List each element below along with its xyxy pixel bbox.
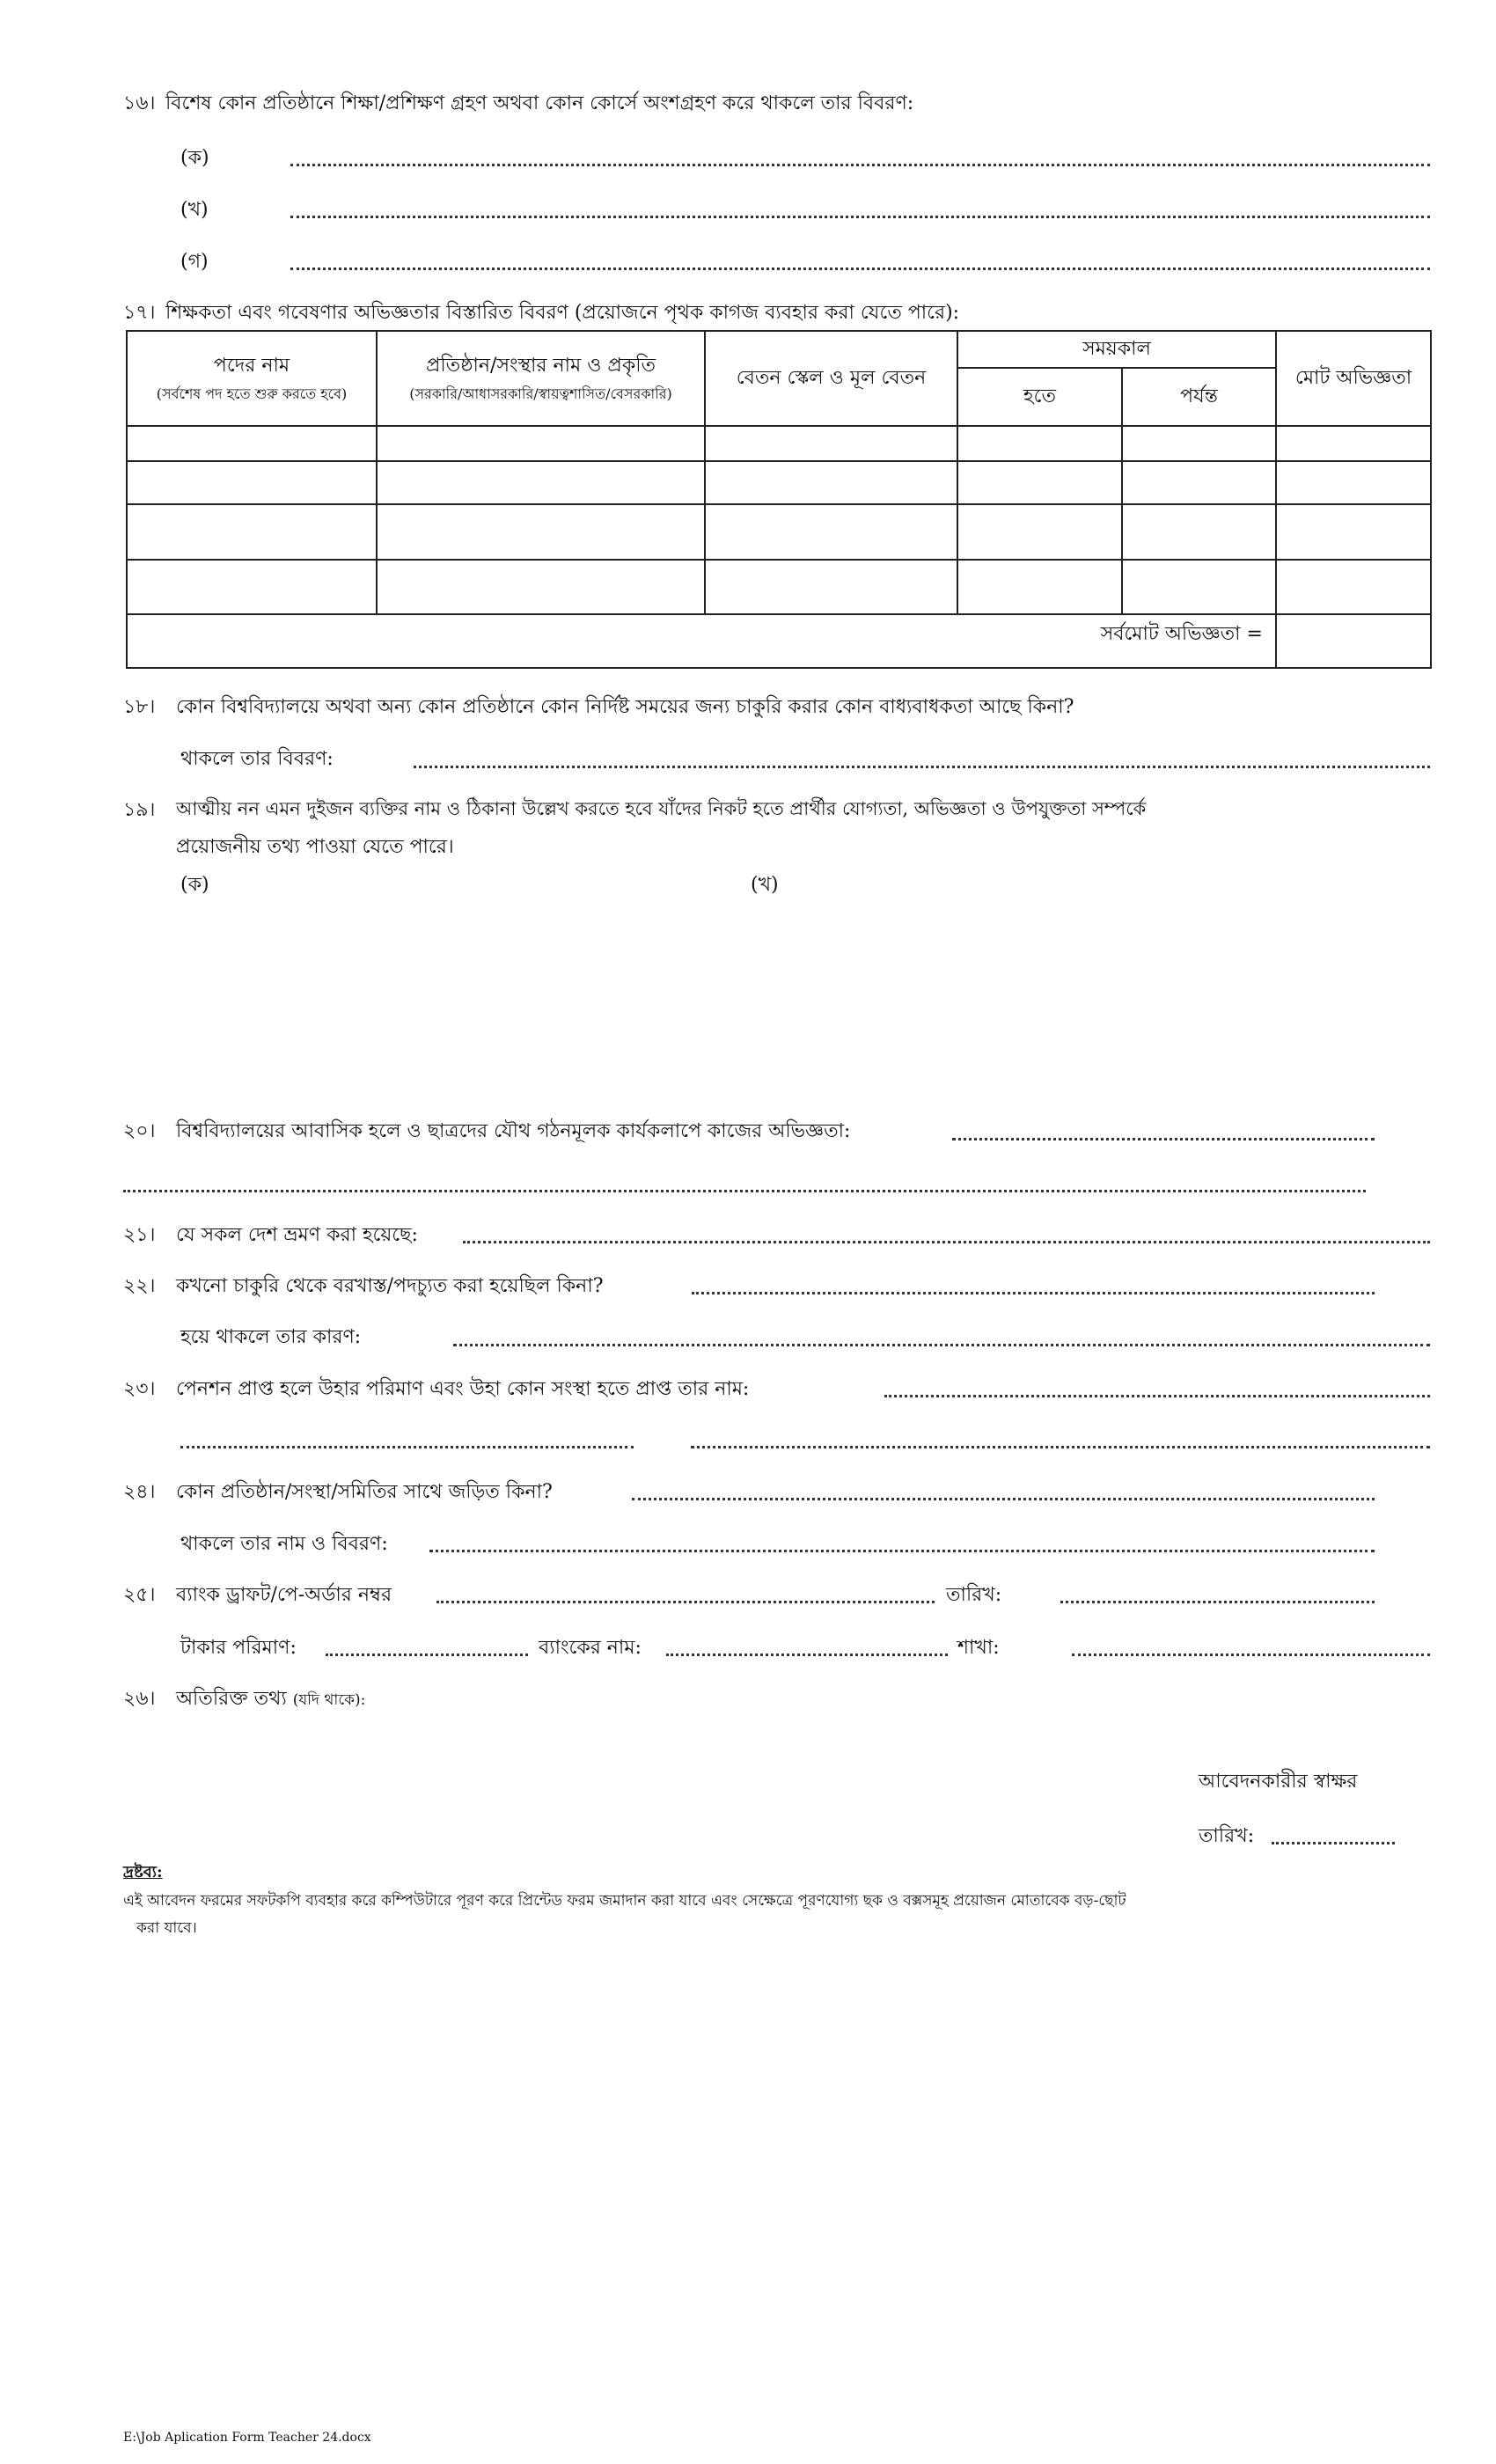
- q16-item-b-line[interactable]: [290, 216, 1430, 218]
- q16-number: ১৬।: [123, 92, 156, 114]
- table-cell[interactable]: [957, 461, 1122, 504]
- q25-date-label: তারিখ:: [946, 1584, 1002, 1606]
- q18-text: কোন বিশ্ববিদ্যালয়ে অথবা অন্য কোন প্রতিষ্ঠানে কোন নির্দিষ্ট সময়ের জন্য চাকুরি করার কোন বাধ্যবাধকতা আছে কিনা?: [176, 696, 1074, 718]
- q22-number: ২২।: [123, 1275, 156, 1297]
- q20-text: বিশ্ববিদ্যালয়ের আবাসিক হলে ও ছাত্রদের যৌথ গঠনমূলক কার্যকলাপে কাজের অভিজ্ঞতা:: [176, 1120, 851, 1142]
- table-cell[interactable]: [1122, 426, 1276, 461]
- q25-amount-line[interactable]: [326, 1654, 528, 1656]
- grand-total-value[interactable]: [1276, 614, 1431, 668]
- experience-table: [126, 330, 1432, 669]
- table-cell[interactable]: [705, 504, 957, 560]
- table-cell[interactable]: [957, 426, 1122, 461]
- table-cell[interactable]: [705, 560, 957, 614]
- col-org-note: (সরকারি/আধাসরকারি/স্বায়ত্বশাসিত/বেসরকারি): [409, 385, 672, 402]
- signature-date-label: তারিখ:: [1199, 1825, 1255, 1847]
- q22-reason-label: হয়ে থাকলে তার কারণ:: [180, 1326, 362, 1348]
- q18-details-label: থাকলে তার বিবরণ:: [180, 748, 334, 770]
- signature-date-line[interactable]: [1272, 1842, 1395, 1844]
- table-cell[interactable]: [1122, 461, 1276, 504]
- col-org-header: [377, 331, 705, 426]
- q22-text: কখনো চাকুরি থেকে বরখাস্ত/পদচ্যুত করা হয়েছিল কিনা?: [176, 1275, 604, 1297]
- q23-text: পেনশন প্রাপ্ত হলে উহার পরিমাণ এবং উহা কোন সংস্থা হতে প্রাপ্ত তার নাম:: [176, 1378, 750, 1400]
- q22-line[interactable]: [692, 1292, 1375, 1294]
- table-cell[interactable]: [957, 560, 1122, 614]
- q21-line[interactable]: [463, 1241, 1430, 1243]
- q24-number: ২৪।: [123, 1481, 156, 1503]
- note-line2: করা যাবে।: [136, 1919, 197, 1937]
- table-cell[interactable]: [957, 504, 1122, 560]
- q17-number: ১৭।: [123, 302, 156, 324]
- col-post-header: [127, 331, 377, 426]
- q16-item-c-line[interactable]: [290, 268, 1430, 270]
- q20-number: ২০।: [123, 1120, 156, 1142]
- q16-item-c-label: (গ): [180, 251, 209, 273]
- table-cell[interactable]: [705, 461, 957, 504]
- table-row: [127, 560, 1431, 614]
- q16-item-b-label: (খ): [180, 199, 209, 221]
- table-cell[interactable]: [377, 461, 705, 504]
- q25-draft-line[interactable]: [436, 1601, 935, 1603]
- table-cell[interactable]: [705, 426, 957, 461]
- col-post-title: পদের নাম: [213, 355, 290, 377]
- q25-bank-label: ব্যাংকের নাম:: [539, 1637, 642, 1659]
- col-from-header: হতে: [957, 368, 1122, 426]
- table-cell[interactable]: [377, 560, 705, 614]
- grand-total-label: সর্বমোট অভিজ্ঞতা =: [127, 614, 1276, 668]
- q22-reason-line[interactable]: [453, 1344, 1430, 1346]
- q18-details-line[interactable]: [414, 766, 1430, 768]
- grand-total-row: [127, 614, 1431, 668]
- q25-number: ২৫।: [123, 1584, 156, 1606]
- q25-branch-line[interactable]: [1072, 1654, 1430, 1656]
- q24-details-label: থাকলে তার নাম ও বিবরণ:: [180, 1533, 388, 1555]
- table-cell[interactable]: [127, 560, 377, 614]
- q16-item-a-label: (ক): [180, 147, 209, 169]
- q19-line1: আত্মীয় নন এমন দুইজন ব্যক্তির নাম ও ঠিকানা উল্লেখ করতে হবে যাঁদের নিকট হতে প্রার্থীর যোগ্যতা, অভিজ্ঞতা ও উপযুক্ততা সম্পর্কে: [176, 798, 1147, 819]
- table-cell[interactable]: [377, 426, 705, 461]
- table-cell[interactable]: [377, 504, 705, 560]
- q23-line-2[interactable]: [180, 1446, 634, 1448]
- col-salary-header: বেতন স্কেল ও মূল বেতন: [705, 331, 957, 426]
- q17-text: শিক্ষকতা এবং গবেষণার অভিজ্ঞতার বিস্তারিত বিবরণ (প্রয়োজনে পৃথক কাগজ ব্যবহার করা যেতে পারে):: [165, 302, 960, 324]
- q25-bank-line[interactable]: [666, 1654, 948, 1656]
- table-cell[interactable]: [127, 504, 377, 560]
- q23-line-1[interactable]: [884, 1395, 1430, 1397]
- q19-item-b: (খ): [751, 874, 779, 896]
- q26-number: ২৬।: [123, 1688, 156, 1710]
- q21-number: ২১।: [123, 1224, 156, 1246]
- col-period-header: সময়কাল: [957, 331, 1276, 368]
- q20-line-1[interactable]: [952, 1138, 1375, 1140]
- table-row: [127, 461, 1431, 504]
- table-row: [127, 504, 1431, 560]
- table-cell[interactable]: [127, 461, 377, 504]
- q26-note: (যদি থাকে):: [292, 1691, 366, 1709]
- col-total-header: মোট অভিজ্ঞতা: [1276, 331, 1431, 426]
- col-org-title: প্রতিষ্ঠান/সংস্থার নাম ও প্রকৃতি: [425, 355, 656, 377]
- q25-branch-label: শাখা:: [957, 1637, 1000, 1659]
- col-to-header: পর্যন্ত: [1122, 368, 1276, 426]
- q25-date-line[interactable]: [1060, 1601, 1375, 1603]
- q18-number: ১৮।: [123, 696, 156, 718]
- q23-number: ২৩।: [123, 1378, 156, 1400]
- table-cell[interactable]: [127, 426, 377, 461]
- table-row: [127, 426, 1431, 461]
- table-cell[interactable]: [1122, 504, 1276, 560]
- q23-line-3[interactable]: [691, 1446, 1430, 1448]
- q24-text: কোন প্রতিষ্ঠান/সংস্থা/সমিতির সাথে জড়িত কিনা?: [176, 1481, 553, 1503]
- q19-line2: প্রয়োজনীয় তথ্য পাওয়া যেতে পারে।: [176, 836, 454, 858]
- note-title: দ্রষ্টব্য:: [123, 1863, 163, 1881]
- q26-label: [176, 1683, 365, 1716]
- q19-item-a: (ক): [180, 874, 209, 896]
- col-post-note: (সর্বশেষ পদ হতে শুরু করতে হবে): [156, 385, 348, 402]
- q25-draft-label: ব্যাংক ড্রাফট/পে-অর্ডার নম্বর: [176, 1584, 392, 1606]
- q26-text: অতিরিক্ত তথ্য: [176, 1688, 287, 1710]
- q25-amount-label: টাকার পরিমাণ:: [180, 1637, 297, 1659]
- q20-line-2[interactable]: [123, 1190, 1366, 1192]
- q21-text: যে সকল দেশ ভ্রমণ করা হয়েছে:: [176, 1224, 418, 1246]
- q24-details-line[interactable]: [429, 1550, 1375, 1552]
- table-cell[interactable]: [1276, 426, 1431, 461]
- table-cell[interactable]: [1276, 560, 1431, 614]
- table-cell[interactable]: [1276, 504, 1431, 560]
- table-cell[interactable]: [1122, 560, 1276, 614]
- note-line1: এই আবেদন ফরমের সফটকপি ব্যবহার করে কম্পিউটারে পূরণ করে প্রিন্টেড ফরম জমাদান করা যাবে এবং সেক্ষেত্রে পূরণযোগ্য ছক ও বক্সসমূহ প্রয়োজন মোতাবেক বড়-ছোট: [123, 1892, 1126, 1910]
- q16-text: বিশেষ কোন প্রতিষ্ঠানে শিক্ষা/প্রশিক্ষণ গ্রহণ অথবা কোন কোর্সে অংশগ্রহণ করে থাকলে তার বিবরণ:: [165, 92, 914, 114]
- q24-line[interactable]: [632, 1498, 1375, 1500]
- q19-number: ১৯।: [123, 799, 156, 821]
- q16-item-a-line[interactable]: [290, 164, 1430, 166]
- table-cell[interactable]: [1276, 461, 1431, 504]
- signature-label: আবেদনকারীর স্বাক্ষর: [1199, 1771, 1358, 1793]
- footer-file-path: E:\Job Aplication Form Teacher 24.docx: [123, 2431, 371, 2445]
